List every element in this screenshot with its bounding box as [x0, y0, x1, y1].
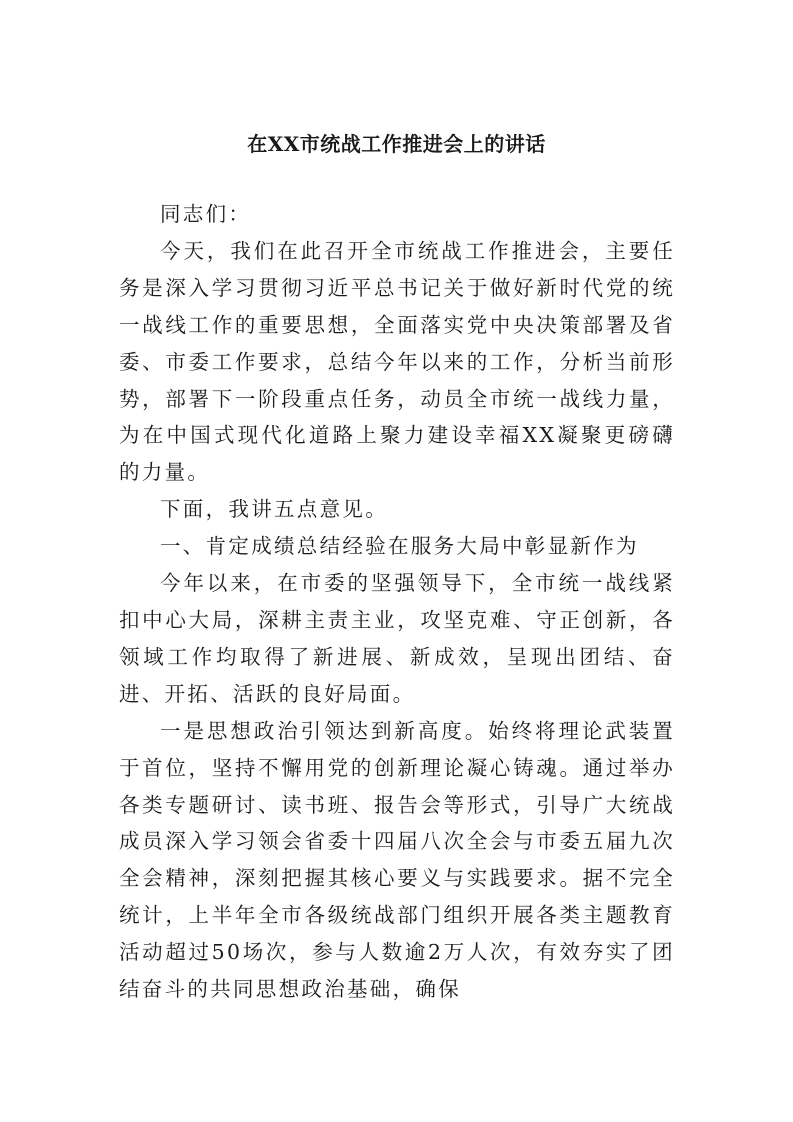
document-title: 在XX市统战工作推进会上的讲话: [247, 132, 546, 156]
paragraph-intro: 今天，我们在此召开全市统战工作推进会，主要任务是深入学习贯彻习近平总书记关于做好新时代党的统一战线工作的重要思想，全面落实党中央决策部署及省委、市委工作要求，总结今年以来的工作，分析当前形势，部署下一阶段重点任务，动员全市统一战线力量，为在中国式现代化道路上聚力建设幸福XX凝聚更磅礴的力量。: [119, 238, 675, 485]
paragraph-achievements: 今年以来，在市委的坚强领导下，全市统一战线紧扣中心大局，深耕主责主业，攻坚克难、守正创新，各领域工作均取得了新进展、新成效，呈现出团结、奋进、开拓、活跃的良好局面。: [119, 571, 675, 706]
document-body: [119, 196, 675, 1008]
section-heading-1: 一、肯定成绩总结经验在服务大局中彰显新作为: [160, 534, 639, 559]
paragraph-outline: 下面，我讲五点意见。: [160, 497, 388, 522]
paragraph-salutation: 同志们：: [160, 202, 252, 226]
paragraph-ideology: 一是思想政治引领达到新高度。始终将理论武装置于首位，坚持不懈用党的创新理论凝心铸魂。通过举办各类专题研讨、读书班、报告会等形式，引导广大统战成员深入学习领会省委十四届八次全会与市委五届九次全会精神，深刻把握其核心要义与实践要求。据不完全统计，上半年全市各级统战部门组织开展各类主题教育活动超过50场次，参与人数逾2万人次，有效夯实了团结奋斗的共同思想政治基础，确保: [119, 718, 675, 1002]
